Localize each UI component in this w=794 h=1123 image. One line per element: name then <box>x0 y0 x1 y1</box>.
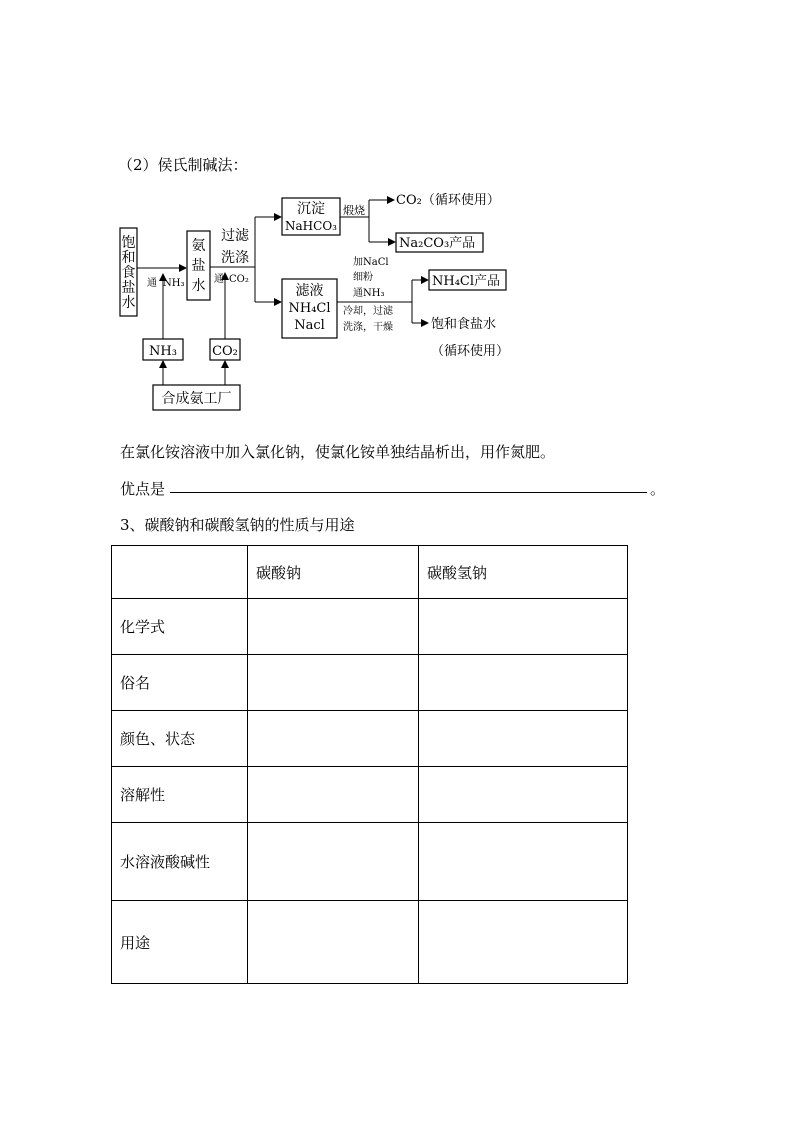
ammonia-brine-char: 氨 <box>191 238 206 254</box>
answer-cell[interactable] <box>248 901 419 984</box>
co2-label: CO₂ <box>212 344 238 359</box>
row-label: 水溶液酸碱性 <box>112 823 248 901</box>
advantage-label: 优点是 <box>120 480 166 498</box>
label-pass-co2: 通 <box>214 274 224 285</box>
table-row <box>112 711 628 767</box>
answer-cell[interactable] <box>419 711 628 767</box>
answer-cell[interactable] <box>248 767 419 823</box>
ammonia-brine-char: 盐 <box>191 258 206 274</box>
advantage-period: 。 <box>650 480 666 498</box>
filtrate-nacl: Nacl <box>294 318 325 333</box>
table-header-row <box>112 546 628 599</box>
precipitate-label: 沉淀 <box>297 201 325 217</box>
output-brine-recycle-note: （循环使用） <box>431 344 510 359</box>
answer-cell[interactable] <box>248 711 419 767</box>
row-label: 颜色、状态 <box>112 711 248 767</box>
nh4cl-product-label: NH₄Cl产品 <box>432 274 501 289</box>
advantage-answer-line[interactable] <box>170 492 647 493</box>
output-saturated-brine: 饱和食盐水 <box>431 317 497 332</box>
saturated-brine-char: 和 <box>121 250 136 266</box>
label-filter: 过滤 <box>221 228 249 244</box>
label-pass-nh3: 通 <box>147 278 157 289</box>
table-row <box>112 901 628 984</box>
row-label: 溶解性 <box>112 767 248 823</box>
section-3-title: 3、碳酸钠和碳酸氢钠的性质与用途 <box>120 516 355 534</box>
table-header-cell: 碳酸氢钠 <box>419 546 628 599</box>
row-label: 俗名 <box>112 655 248 711</box>
table-header-cell: 碳酸钠 <box>248 546 419 599</box>
label-pass-nh3-2: 通NH₃ <box>353 288 385 299</box>
row-label: 化学式 <box>112 599 248 655</box>
answer-cell[interactable] <box>248 823 419 901</box>
na2co3-product-label: Na₂CO₃产品 <box>399 236 476 251</box>
answer-cell[interactable] <box>419 823 628 901</box>
filtrate-label: 滤液 <box>295 283 324 299</box>
row-label: 用途 <box>112 901 248 984</box>
saturated-brine-char: 盐 <box>121 280 136 296</box>
output-co2-recycle: CO₂（循环使用） <box>396 193 500 208</box>
ammonia-plant-label: 合成氨工厂 <box>161 391 232 407</box>
table-row <box>112 599 628 655</box>
answer-cell[interactable] <box>419 901 628 984</box>
label-wash: 洗涤 <box>221 250 249 266</box>
label-calcine: 煅烧 <box>343 204 365 217</box>
table-row <box>112 823 628 901</box>
saturated-brine-char: 饱 <box>121 235 136 251</box>
label-wash-dry: 洗涤，干燥 <box>343 322 393 333</box>
table-row <box>112 655 628 711</box>
precipitate-formula: NaHCO₃ <box>285 219 337 233</box>
answer-cell[interactable] <box>419 767 628 823</box>
answer-cell[interactable] <box>419 655 628 711</box>
answer-cell[interactable] <box>419 599 628 655</box>
label-add-nacl: 加NaCl <box>353 257 389 268</box>
label-fine-powder: 细粉 <box>353 272 373 283</box>
label-pass-nh3: NH₃ <box>163 278 185 289</box>
answer-cell[interactable] <box>248 599 419 655</box>
saturated-brine-char: 食 <box>121 265 136 281</box>
section-heading: （2）侯氏制碱法： <box>118 156 248 174</box>
label-pass-co2: CO₂ <box>229 274 249 285</box>
table-header-cell <box>112 546 248 599</box>
answer-cell[interactable] <box>248 655 419 711</box>
filtrate-nh4cl: NH₄Cl <box>288 301 331 316</box>
nh3-label: NH₃ <box>149 344 177 359</box>
ammonia-brine-char: 水 <box>191 278 206 294</box>
ammonium-chloride-paragraph: 在氯化铵溶液中加入氯化钠，使氯化铵单独结晶析出，用作氮肥。 <box>120 443 556 461</box>
table-row <box>112 767 628 823</box>
label-cool-filter: 冷却，过滤 <box>343 306 393 317</box>
saturated-brine-char: 水 <box>121 295 136 311</box>
hou-process-flowchart <box>0 0 794 420</box>
properties-table <box>111 545 628 984</box>
